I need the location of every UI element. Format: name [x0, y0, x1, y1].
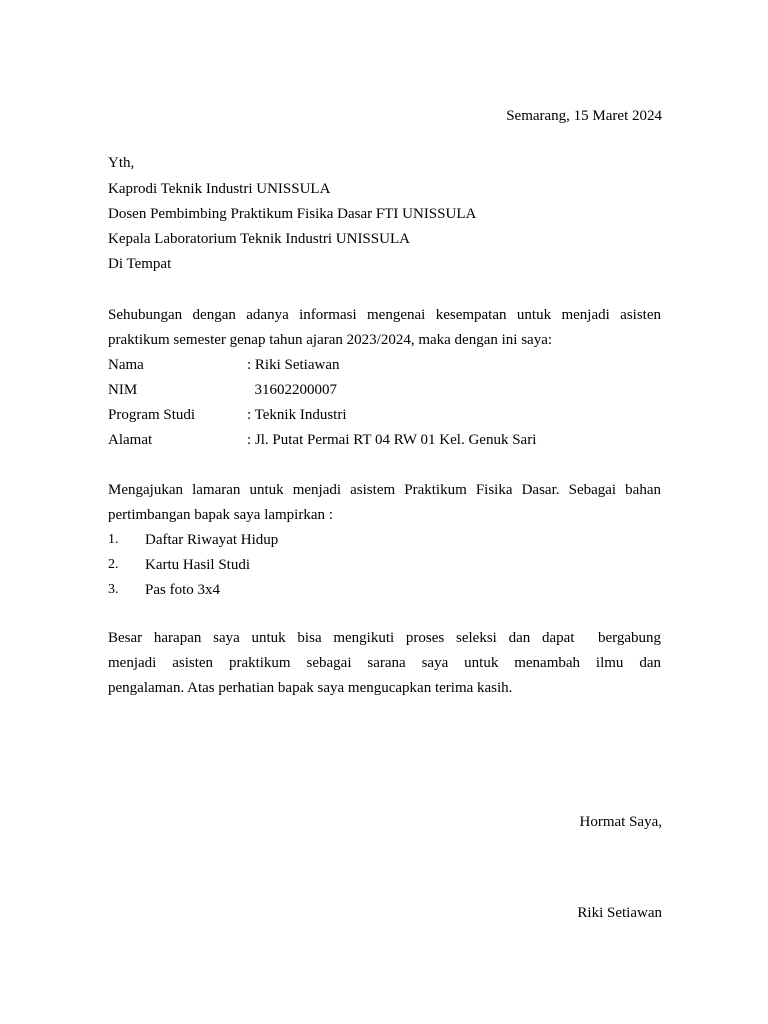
field-value-nama: : Riki Setiawan [247, 357, 340, 373]
intro-line-1: Sehubungan dengan adanya informasi mengenai kesempatan untuk menjadi asisten [108, 307, 661, 323]
attachment-number: 2. [108, 557, 119, 572]
application-line-1: Mengajukan lamaran untuk menjadi asistem Praktikum Fisika Dasar. Sebagai bahan [108, 482, 661, 498]
closing-line-3: pengalaman. Atas perhatian bapak saya mengucapkan terima kasih. [108, 680, 513, 696]
date-line: Semarang, 15 Maret 2024 [506, 108, 662, 124]
field-label-nama: Nama [108, 357, 144, 373]
intro-line-2: praktikum semester genap tahun ajaran 2023/2024, maka dengan ini saya: [108, 332, 553, 348]
field-label-program-studi: Program Studi [108, 407, 196, 423]
closing-line-1: Besar harapan saya untuk bisa mengikuti proses seleksi dan dapat bergabung [108, 630, 661, 646]
recipient-line-2: Dosen Pembimbing Praktikum Fisika Dasar FTI UNISSULA [108, 206, 477, 222]
salutation: Yth, [108, 155, 135, 171]
attachment-number: 3. [108, 582, 119, 597]
field-value-nim: 31602200007 [247, 382, 337, 398]
attachment-item: Daftar Riwayat Hidup [145, 532, 279, 548]
closing-line-2: menjadi asisten praktikum sebagai sarana saya untuk menambah ilmu dan [108, 655, 661, 671]
signer-name: Riki Setiawan [577, 905, 662, 921]
recipient-line-1: Kaprodi Teknik Industri UNISSULA [108, 181, 331, 197]
field-value-alamat: : Jl. Putat Permai RT 04 RW 01 Kel. Genuk Sari [247, 432, 537, 448]
attachment-item: Pas foto 3x4 [145, 582, 220, 598]
field-label-alamat: Alamat [108, 432, 153, 448]
attachment-item: Kartu Hasil Studi [145, 557, 250, 573]
attachment-number: 1. [108, 532, 119, 547]
recipient-line-3: Kepala Laboratorium Teknik Industri UNISSULA [108, 231, 410, 247]
application-line-2: pertimbangan bapak saya lampirkan : [108, 507, 333, 523]
field-value-program-studi: : Teknik Industri [247, 407, 347, 423]
sign-off: Hormat Saya, [579, 814, 662, 830]
recipient-line-4: Di Tempat [108, 256, 172, 272]
field-label-nim: NIM [108, 382, 138, 398]
